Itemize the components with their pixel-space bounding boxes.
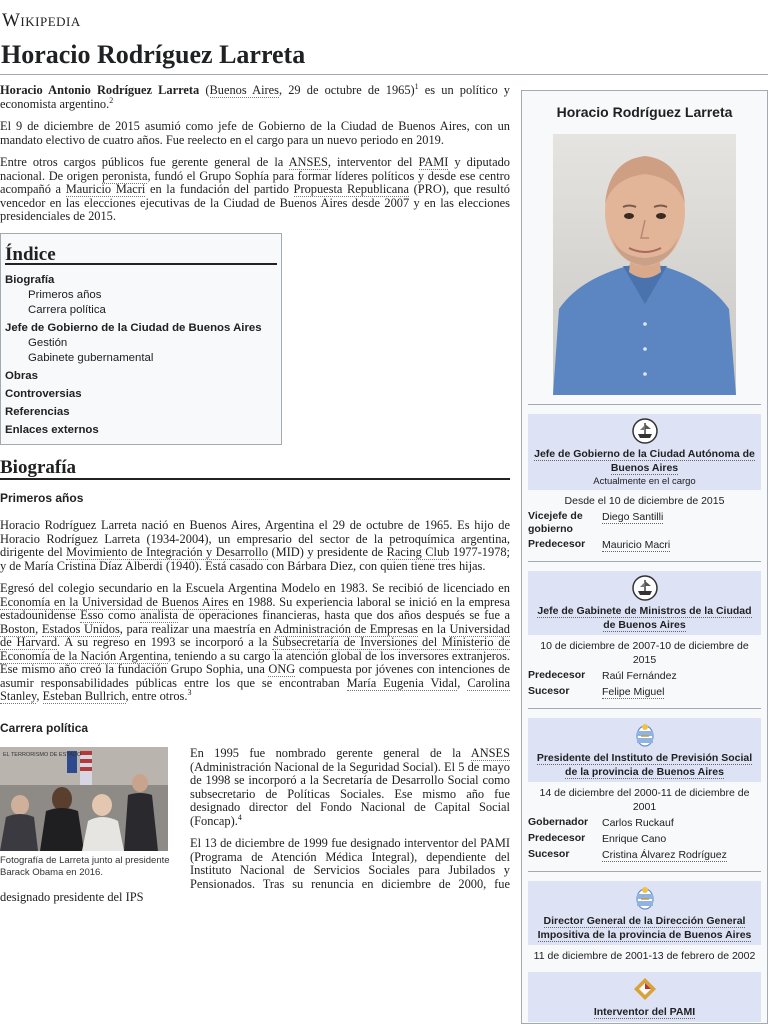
infobox-row	[528, 510, 761, 536]
infobox-row-label: Sucesor	[528, 685, 570, 697]
office-title[interactable]: Director General de la Dirección General Impositiva de la provincia de Buenos Aires	[537, 915, 752, 941]
toc-item-gestion[interactable]: Gestión	[28, 337, 68, 349]
ref-2[interactable]: 2	[109, 95, 114, 105]
infobox	[521, 90, 768, 1024]
vidal-link[interactable]: María Eugenia Vidal	[346, 675, 458, 690]
carrera-paragraph-1: En 1995 fue nombrado gerente general de la ANSES (Administración Nacional de la Seguridad Social). El 5 de mayo de 1998 se incorporó a la Secretaría de Desarrollo Social como subsecretario de Políticas Sociales. Ese mismo año fue designado director del Fondo Nacional de Capital Social (Foncap).$^4$	[190, 746, 510, 828]
infobox-row-value: Enrique Cano	[602, 833, 667, 845]
intro-paragraph-2: El 9 de diciembre de 2015 asumió como jefe de Gobierno de la Ciudad de Buenos Aires, con un mandato electivo de cuatro años. Fue reelecto en el cargo para un nuevo periodo en 2019.	[0, 119, 510, 147]
office-status-note: Actualmente en el cargo	[593, 476, 696, 487]
office-dates: 11 de diciembre de 2001-13 de febrero de 2002	[533, 950, 756, 962]
subsection-heading-carrera: Carrera política	[0, 720, 89, 735]
infobox-row-label: Vicejefe de gobierno	[528, 510, 583, 535]
toc-item-obras[interactable]: Obras	[5, 370, 38, 382]
office-emblem-icon[interactable]	[632, 976, 658, 1002]
toc-item-controversias[interactable]: Controversias	[5, 388, 82, 400]
racing-link[interactable]: Racing Club	[386, 545, 450, 559]
admin-empresas-link[interactable]: Administración de Empresas	[273, 621, 418, 636]
birthplace-link[interactable]: Buenos Aires	[209, 83, 279, 97]
infobox-row-value[interactable]: Diego Santilli	[602, 511, 664, 523]
office-dates: 10 de diciembre de 2007-10 de diciembre de 2015	[540, 640, 749, 666]
eeuu-link[interactable]: Estados Unidos	[41, 621, 120, 636]
photo-scene	[0, 747, 168, 851]
infobox-row	[528, 816, 761, 830]
infobox-name: Horacio Rodríguez Larreta	[556, 104, 733, 120]
ref-3[interactable]: 3	[187, 687, 192, 697]
toc-item-biografia[interactable]: Biografía	[5, 274, 55, 286]
infobox-divider	[528, 871, 761, 872]
section-heading-biografia: Biografía	[0, 461, 510, 480]
infobox-row-label: Predecesor	[528, 832, 586, 844]
peronista-link[interactable]: peronista	[102, 168, 148, 183]
toc-item-jefe-de-gobierno[interactable]: Jefe de Gobierno de la Ciudad de Buenos Aires	[5, 322, 262, 334]
portrait-photo[interactable]	[553, 134, 736, 395]
toc-item-enlaces-externos[interactable]: Enlaces externos	[5, 424, 99, 436]
ref-1[interactable]: 1	[414, 81, 419, 91]
infobox-row-value[interactable]: Cristina Álvarez Rodríguez	[602, 849, 727, 861]
article-body	[0, 81, 511, 914]
harvard-link[interactable]: Universidad de Harvard	[0, 621, 510, 649]
page-title: Horacio Rodríguez Larreta	[0, 40, 768, 75]
infobox-divider	[528, 708, 761, 709]
boston-link[interactable]: Boston	[0, 621, 36, 636]
office-title[interactable]: Interventor del PAMI	[593, 1006, 696, 1018]
office-emblem-icon[interactable]	[632, 722, 658, 748]
economia-link[interactable]: Economía en la Universidad de Buenos Aires	[0, 594, 229, 609]
infobox-row-value: Raúl Fernández	[602, 670, 677, 682]
anses-link-2[interactable]: ANSES	[470, 746, 510, 760]
office-dates: 14 de diciembre del 2000-11 de diciembre de 2001	[539, 787, 750, 813]
wikipedia-wordmark[interactable]: Wikipedia	[2, 10, 81, 31]
infobox-row-value[interactable]: Felipe Miguel	[602, 686, 665, 698]
portrait-illustration	[553, 134, 736, 395]
intro-paragraph-3: Entre otros cargos públicos fue gerente general de la ANSES, interventor del PAMI y diputado nacional. De origen peronista, fundó el Grupo Sophía para formar líderes políticos y desde ese centro acompañó a Mauricio Macri en la fundación del partido Propuesta Republicana (PRO), que resultó vencedor en las elecciones ejecutivas de la Ciudad de Buenos Aires desde 2007 y en las elecciones presidenciales de 2015.	[0, 155, 510, 223]
bullrich-link[interactable]: Esteban Bullrich	[42, 689, 126, 703]
office-emblem-icon[interactable]	[632, 418, 658, 444]
ong-link[interactable]: ONG	[268, 662, 296, 676]
toc-title: Índice	[5, 248, 277, 266]
office-emblem-icon[interactable]	[632, 575, 658, 601]
table-of-contents	[0, 233, 282, 446]
subsecretaria-link[interactable]: Subsecretaría de Inversiones del Ministerio de Economía de la Nación Argentina	[0, 635, 511, 663]
infobox-divider	[528, 404, 761, 405]
office-header	[528, 718, 761, 782]
biografia-paragraph-2: Egresó del colegio secundario en la Escuela Argentina Modelo en 1983. Se recibió de licenciado en Economía en la Universidad de Buenos Aires en 1988. Su experiencia laboral se inició en la empresa estadounidense Esso como analista de operaciones financieras, hasta que dos años después se fue a Boston, Estados Unidos, para realizar una maestría en Administración de Empresas en la Universidad de Harvard. A su regreso en 1993 se incorporó a la Subsecretaría de Inversiones del Ministerio de Economía de la Nación Argentina, teniendo a su cargo la atención global de los inversores extranjeros. Ese mismo año creó la fundación Grupo Sophia, una ONG compuesta por jóvenes con intenciones de asumir responsabilidades públicas entre los que se encontraban María Eugenia Vidal, Carolina Stanley, Esteban Bullrich, entre otros.$^3$	[0, 581, 511, 703]
photo-sign: EL TERRORISMO DE ESTADO	[3, 752, 82, 758]
obama-photo-thumbnail[interactable]	[0, 747, 172, 879]
infobox-row-value[interactable]: Mauricio Macri	[602, 539, 671, 551]
infobox-row	[528, 848, 761, 862]
infobox-row-value: Carlos Ruckauf	[602, 817, 674, 829]
anses-link[interactable]: ANSES	[288, 155, 328, 169]
office-dates: Desde el 10 de diciembre de 2015	[564, 495, 725, 507]
infobox-row-label: Sucesor	[528, 848, 570, 860]
esso-link[interactable]: Esso	[80, 608, 104, 622]
infobox-row-label: Predecesor	[528, 669, 586, 681]
office-title[interactable]: Jefe de Gobierno de la Ciudad Autónoma de Buenos Aires	[534, 448, 755, 474]
stanley-link[interactable]: Carolina Stanley	[0, 675, 510, 703]
office-header	[528, 881, 761, 945]
office-emblem-icon[interactable]	[632, 885, 658, 911]
macri-link[interactable]: Mauricio Macri	[65, 182, 146, 196]
infobox-row	[528, 538, 761, 552]
ref-4[interactable]: 4	[237, 812, 242, 822]
office-title[interactable]: Presidente del Instituto de Previsión Social de la provincia de Buenos Aires	[536, 752, 753, 778]
office-header	[528, 414, 761, 490]
toc-item-primeros-anos[interactable]: Primeros años	[28, 289, 102, 301]
infobox-row	[528, 685, 761, 699]
offices-list	[522, 414, 767, 1022]
office-title[interactable]: Jefe de Gabinete de Ministros de la Ciudad de Buenos Aires	[537, 605, 752, 631]
subsection-heading-primeros-anos: Primeros años	[0, 490, 84, 505]
office-header	[528, 972, 761, 1022]
pami-link[interactable]: PAMI	[418, 155, 449, 169]
biografia-paragraph-1: Horacio Rodríguez Larreta nació en Buenos Aires, Argentina el 29 de octubre de 1965. Es hijo de Horacio Rodríguez Larreta (1934-2004), un empresario del sector de la petroquímica argentina, dirigente del Movimiento de Integración y Desarrollo (MID) y presidente de Racing Club 1977-1978; y de María Cristina Díaz Alberdi (1940). Está casado con Bárbara Diez, con quien tiene tres hijas.	[0, 518, 511, 573]
toc-item-referencias[interactable]: Referencias	[5, 406, 70, 418]
toc-item-carrera-politica[interactable]: Carrera política	[28, 304, 106, 316]
analista-link[interactable]: analista	[140, 608, 179, 622]
infobox-divider	[528, 561, 761, 562]
office-header	[528, 571, 761, 635]
intro-paragraph-1: Horacio Antonio Rodríguez Larreta (Buenos Aires, 29 de octubre de 1965)$^1$ es un político y economista argentino.$^2$	[0, 81, 510, 111]
carrera-paragraph-2: El 13 de diciembre de 1999 fue designado interventor del PAMI (Programa de Atención Médica Integral), dependiente del Instituto Nacional de Servicios Sociales para Jubilados y Pensionados. Tras su renuncia en diciembre de 2000, fue designado presidente del IPS	[0, 836, 510, 904]
infobox-row	[528, 832, 761, 846]
pro-link[interactable]: Propuesta Republicana	[293, 182, 409, 196]
photo-caption: Fotografía de Larreta junto al presidente Barack Obama en 2016.	[0, 855, 170, 878]
infobox-row-label: Predecesor	[528, 538, 586, 550]
infobox-row	[528, 669, 761, 683]
obama-photo[interactable]	[0, 747, 168, 851]
mid-link[interactable]: Movimiento de Integración y Desarrollo	[66, 545, 269, 559]
infobox-row-label: Gobernador	[528, 816, 589, 828]
toc-item-gabinete[interactable]: Gabinete gubernamental	[28, 352, 154, 364]
